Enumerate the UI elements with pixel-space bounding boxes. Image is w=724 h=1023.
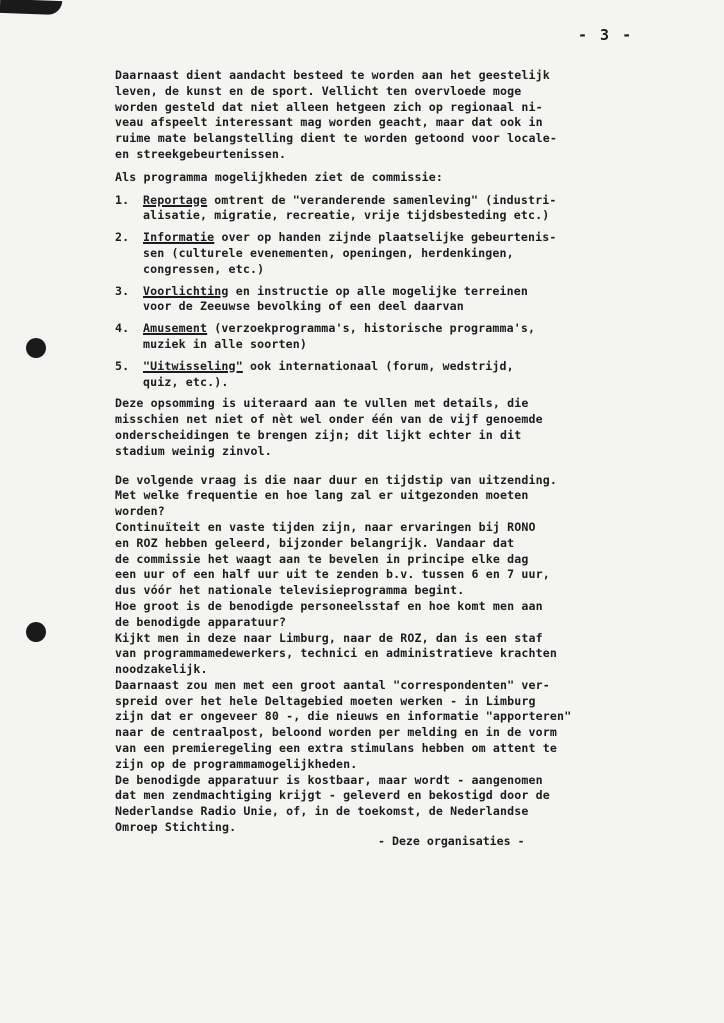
list-item-text: omtrent de "veranderende samenleving" (industri- alisatie, migratie, recreatie, vrije tijdsbesteding etc.) xyxy=(143,192,557,223)
list-item xyxy=(115,230,690,277)
program-list xyxy=(115,193,690,391)
list-item-term: Reportage xyxy=(143,192,208,207)
ink-blot xyxy=(0,0,62,15)
page-number: - 3 - xyxy=(578,26,634,44)
list-item-number: 4. xyxy=(115,321,130,336)
list-item xyxy=(115,321,690,353)
list-item-content xyxy=(143,193,690,225)
list-item-number: 3. xyxy=(115,283,130,298)
list-item-text: over op handen zijnde plaatselijke gebeurtenis- sen (culturele evenementen, openingen, herdenkingen, congressen, etc.) xyxy=(143,230,557,276)
list-item-content xyxy=(143,359,690,391)
punch-hole xyxy=(26,338,46,358)
list-item-number: 2. xyxy=(115,230,130,245)
body-text xyxy=(115,68,690,836)
list-heading: Als programma mogelijkheden ziet de commissie: xyxy=(115,169,443,184)
list-item-number: 5. xyxy=(115,358,130,373)
after-list-paragraph: Deze opsomming is uiteraard aan te vullen met details, die misschien net niet of nèt wel onder één van de vijf genoemde onderscheidingen te brengen zijn; dit lijkt echter in dit stadium weinig zinvol. xyxy=(115,396,543,458)
list-item-content xyxy=(143,321,690,353)
list-item-text: en instructie op alle mogelijke terreinen voor de Zeeuwse bevolking of een deel daarvan xyxy=(143,283,529,314)
intro-paragraph: Daarnaast dient aandacht besteed te worden aan het geestelijk leven, de kunst en de sport. Vellicht ten overvloede moge worden gesteld dat niet alleen hetgeen zich op regionaal ni- veau afspeelt interessant mag worden geacht, maar dat ook in ruime mate belangstelling dient te worden getoond voor locale- en streekgebeurtenissen. xyxy=(115,68,558,161)
list-item-term: Voorlichting xyxy=(143,283,229,298)
list-item-content xyxy=(143,230,690,277)
list-item-text: ook internationaal (forum, wedstrijd, quiz, etc.). xyxy=(143,358,514,389)
list-item-term: Informatie xyxy=(143,230,215,245)
list-item-term: Amusement xyxy=(143,321,208,336)
list-item xyxy=(115,284,690,316)
list-item xyxy=(115,359,690,391)
continuation-text: - Deze organisaties - xyxy=(378,834,525,848)
list-item-term: "Uitwisseling" xyxy=(143,358,243,373)
list-item xyxy=(115,193,690,225)
section2-paragraph: De volgende vraag is die naar duur en tijdstip van uitzending. Met welke frequentie en hoe lang zal er uitgezonden moeten worden? Continuïteit en vaste tijden zijn, naar ervaringen bij RONO en ROZ hebben geleerd, bijzonder belangrijk. Vandaar dat de commissie het waagt aan te bevelen in principe elke dag een uur of een half uur uit te zenden b.v. tussen 6 en 7 uur, dus vóór het nationale televisieprogramma begint. Hoe groot is de benodigde personeelsstaf en hoe komt men aan de benodigde apparatuur? Kijkt men in deze naar Limburg, naar de ROZ, dan is een staf van programmamedewerkers, technici en administratieve krachten noodzakelijk. Daarnaast zou men met een groot aantal "correspondenten" ver- spreid over het hele Deltagebied moeten werken - in Limburg zijn dat er ongeveer 80 -, die nieuws en informatie "apporteren" naar de centraalpost, beloond worden per melding en in de vorm van een premieregeling een extra stimulans hebben om attent te zijn op de programmamogelijkheden. De benodigde apparatuur is kostbaar, maar wordt - aangenomen dat men zendmachtiging krijgt - geleverd en bekostigd door de Nederlandse Radio Unie, of, in de toekomst, de Nederlandse Omroep Stichting. xyxy=(115,472,572,835)
list-item-text: (verzoekprogramma's, historische programma's, muziek in alle soorten) xyxy=(143,321,536,351)
punch-hole xyxy=(26,622,46,642)
list-item-number: 1. xyxy=(115,192,130,207)
list-item-content xyxy=(143,284,690,316)
